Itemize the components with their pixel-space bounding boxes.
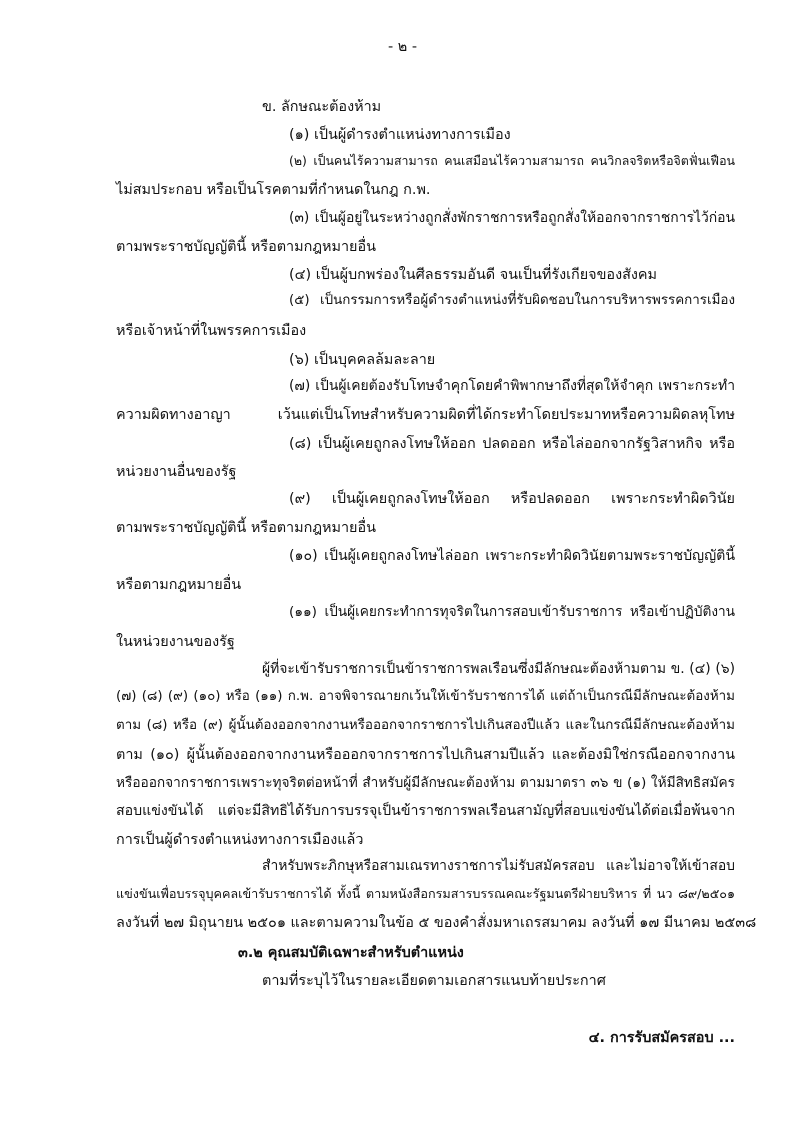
list-item: (๑๑) เป็นผู้เคยกระทำการทุจริตในการสอบเข้ารับราชการ หรือเข้าปฏิบัติงาน [289, 604, 735, 620]
list-item-continuation: ในหน่วยงานของรัฐ [116, 634, 235, 650]
subsection-body: ตามที่ระบุไว้ในรายละเอียดตามเอกสารแนบท้ายประกาศ [262, 973, 606, 989]
paragraph-line: ตาม (๑๐) ผู้นั้นต้องออกจากงานหรือออกจากราชการไปเกินสามปีแล้ว และต้องมิใช่กรณีออกจากงาน [116, 747, 735, 763]
list-item: (๗) เป็นผู้เคยต้องรับโทษจำคุกโดยคำพิพากษาถึงที่สุดให้จำคุก เพราะกระทำ [289, 378, 735, 394]
paragraph-line: ลงวันที่ ๒๗ มิถุนายน ๒๕๐๑ และตามความในข้อ ๕ ของคำสั่งมหาเถรสมาคม ลงวันที่ ๑๗ มีนาคม ๒๕๓๘ [116, 915, 757, 931]
list-item: (๖) เป็นบุคคลล้มละลาย [289, 352, 436, 368]
list-item-continuation: ความผิดทางอาญา เว้นแต่เป็นโทษสำหรับความผิดที่ได้กระทำโดยประมาทหรือความผิดลหุโทษ [116, 407, 735, 423]
list-item-continuation: ไม่สมประกอบ หรือเป็นโรคตามที่กำหนดในกฎ ก.พ. [116, 182, 431, 198]
paragraph-line: หรือออกจากราชการเพราะทุจริตต่อหน้าที่ สำหรับผู้มีลักษณะต้องห้าม ตามมาตรา ๓๖ ข (๑) ให้มีสิทธิสมัคร [116, 775, 735, 791]
paragraph-line: ตาม (๘) หรือ (๙) ผู้นั้นต้องออกจากงานหรือออกจากราชการไปเกินสองปีแล้ว และในกรณีมีลักษณะต้องห้าม [116, 718, 735, 733]
list-item: (๕) เป็นกรรมการหรือผู้ดำรงตำแหน่งที่รับผิดชอบในการบริหารพรรคการเมือง [289, 293, 735, 308]
paragraph-line: สำหรับพระภิกษุหรือสามเณรทางราชการไม่รับสมัครสอบ และไม่อาจให้เข้าสอบ [262, 858, 735, 874]
section-heading: ข. ลักษณะต้องห้าม [262, 99, 382, 115]
paragraph-line: ผู้ที่จะเข้ารับราชการเป็นข้าราชการพลเรือนซึ่งมีลักษณะต้องห้ามตาม ข. (๔) (๖) [262, 661, 735, 677]
paragraph-line: (๗) (๘) (๙) (๑๐) หรือ (๑๑) ก.พ. อาจพิจารณายกเว้นให้เข้ารับราชการได้ แต่ถ้าเป็นกรณีมีลักษณะต้องห้าม [116, 689, 735, 704]
list-item-continuation: ตามพระราชบัญญัตินี้ หรือตามกฎหมายอื่น [116, 239, 376, 255]
paragraph-line: การเป็นผู้ดำรงตำแหน่งทางการเมืองแล้ว [116, 832, 364, 848]
list-item-continuation: ตามพระราชบัญญัตินี้ หรือตามกฎหมายอื่น [116, 520, 376, 536]
list-item: (๒) เป็นคนไร้ความสามารถ คนเสมือนไร้ความสามารถ คนวิกลจริตหรือจิตฟั่นเฟือน [289, 153, 735, 168]
list-item-continuation: หรือตามกฎหมายอื่น [116, 577, 242, 593]
list-item: (๔) เป็นผู้บกพร่องในศีลธรรมอันดี จนเป็นที่รังเกียจของสังคม [289, 267, 658, 283]
subsection-heading: ๓.๒ คุณสมบัติเฉพาะสำหรับตำแหน่ง [238, 945, 464, 961]
list-item: (๑) เป็นผู้ดำรงตำแหน่งทางการเมือง [289, 127, 511, 143]
list-item-continuation: หน่วยงานอื่นของรัฐ [116, 464, 237, 480]
list-item-continuation: หรือเจ้าหน้าที่ในพรรคการเมือง [116, 323, 307, 339]
paragraph-line: แข่งขันเพื่อบรรจุบุคคลเข้ารับราชการได้ ทั้งนี้ ตามหนังสือกรมสารบรรณคณะรัฐมนตรีฝ่ายบริหาร ที่ นว ๘๙/๒๕๐๑ [116, 886, 735, 901]
page-number: - ๒ - [388, 39, 418, 55]
list-item: (๙) เป็นผู้เคยถูกลงโทษให้ออก หรือปลดออก เพราะกระทำผิดวินัย [289, 491, 735, 507]
list-item: (๘) เป็นผู้เคยถูกลงโทษให้ออก ปลดออก หรือไล่ออกจากรัฐวิสาหกิจ หรือ [289, 436, 735, 452]
list-item: (๓) เป็นผู้อยู่ในระหว่างถูกสั่งพักราชการหรือถูกสั่งให้ออกจากราชการไว้ก่อน [289, 210, 735, 226]
paragraph-line: สอบแข่งขันได้ แต่จะมีสิทธิได้รับการบรรจุเป็นข้าราชการพลเรือนสามัญที่สอบแข่งขันได้ต่อเมื่อพ้นจาก [116, 803, 735, 819]
continuation-marker: ๔. การรับสมัครสอบ ... [588, 1030, 735, 1046]
list-item: (๑๐) เป็นผู้เคยถูกลงโทษไล่ออก เพราะกระทำผิดวินัยตามพระราชบัญญัตินี้ [289, 548, 735, 564]
